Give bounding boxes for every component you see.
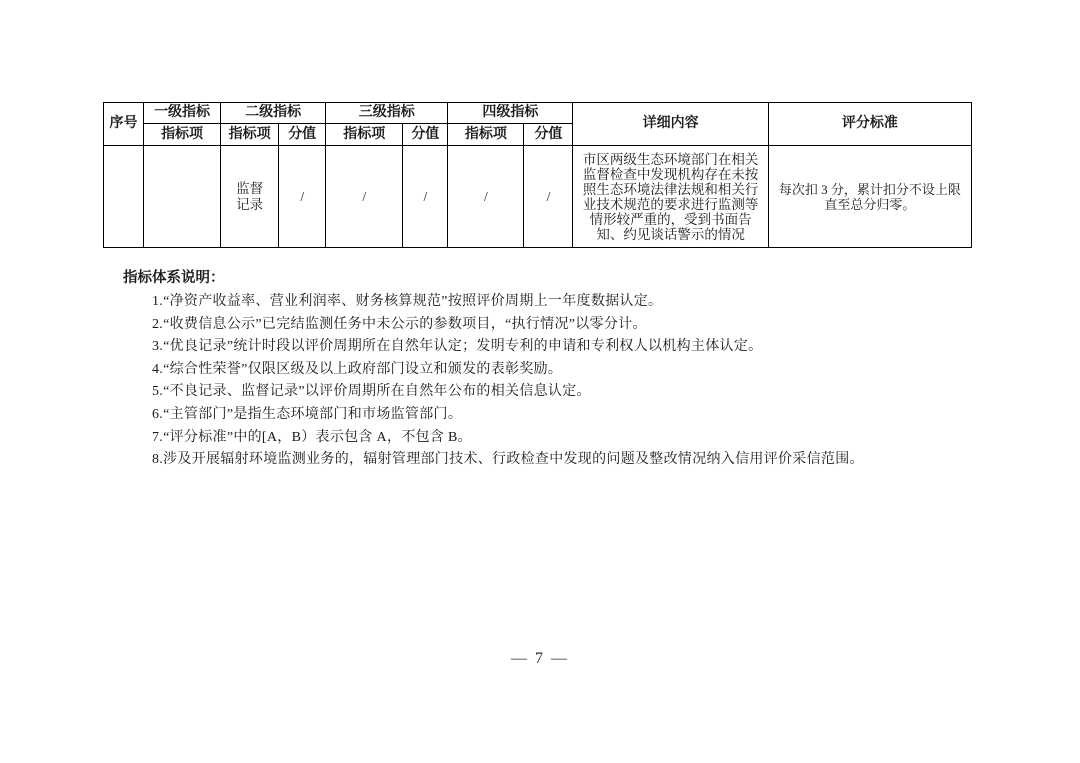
header-level3-score: 分值 [403,124,448,146]
cell-level2-score: / [279,146,326,248]
page-number: — 7 — [511,650,569,667]
note-item-8: 8.涉及开展辐射环境监测业务的，辐射管理部门技术、行政检查中发现的问题及整改情况纳入信用评价采信范围。 [152,452,864,468]
notes-section-title: 指标体系说明： [123,270,225,286]
cell-detail-content: 市区两级生态环境部门在相关监督检查中发现机构存在未按照生态环境法律法规和相关行业技术规范的要求进行监测等情形较严重的，受到书面告知、约见谈话警示的情况 [573,146,768,248]
note-item-2: 2.“收费信息公示”已完结监测任务中未公示的参数项目，“执行情况”以零分计。 [152,316,647,332]
header-serial-number: 序号 [104,103,144,146]
header-level1-item: 指标项 [144,124,221,146]
indicator-table [103,102,972,248]
note-item-3: 3.“优良记录”统计时段以评价周期所在自然年认定；发明专利的申请和专利权人以机构主体认定。 [152,339,763,355]
header-level4-item: 指标项 [448,124,524,146]
cell-level2-item: 监督记录 [221,146,279,248]
cell-level3-score: / [403,146,448,248]
cell-level4-item: / [448,146,524,248]
cell-serial-number-empty [104,146,144,248]
note-item-7: 7.“评分标准”中的[A，B）表示包含 A，不包含 B。 [152,429,472,445]
note-item-6: 6.“主管部门”是指生态环境部门和市场监管部门。 [152,406,463,422]
cell-level3-item: / [326,146,403,248]
header-scoring-criteria: 评分标准 [768,103,971,146]
note-item-4: 4.“综合性荣誉”仅限区级及以上政府部门设立和颁发的表彰奖励。 [152,361,563,377]
header-level3-item: 指标项 [326,124,403,146]
header-level4-indicator: 四级指标 [448,103,573,124]
note-item-5: 5.“不良记录、监督记录”以评价周期所在自然年公布的相关信息认定。 [152,384,591,400]
header-detail-content: 详细内容 [573,103,768,146]
header-level4-score: 分值 [524,124,573,146]
cell-level4-score: / [524,146,573,248]
cell-level1-item-empty [144,146,221,248]
header-level2-indicator: 二级指标 [221,103,326,124]
table-row [104,146,972,248]
header-level3-indicator: 三级指标 [326,103,448,124]
header-level2-score: 分值 [279,124,326,146]
note-item-1: 1.“净资产收益率、营业利润率、财务核算规范”按照评价周期上一年度数据认定。 [152,294,663,309]
header-level2-item: 指标项 [221,124,279,146]
header-level1-indicator: 一级指标 [144,103,221,124]
notes-list [152,291,1032,472]
cell-scoring-criteria: 每次扣 3 分，累计扣分不设上限直至总分归零。 [768,146,971,248]
